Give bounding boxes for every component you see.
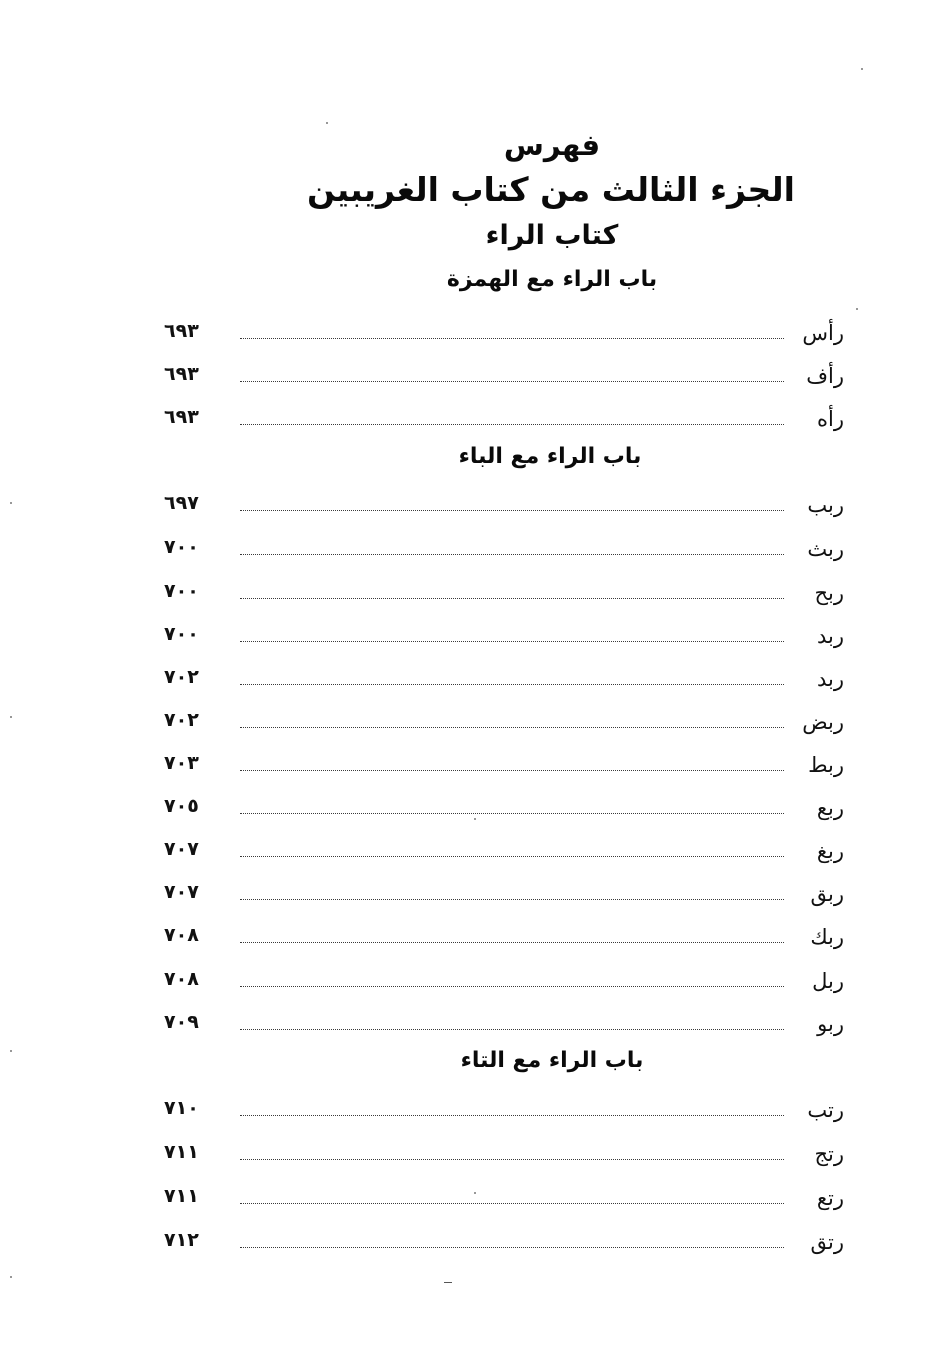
entry-page-number: ٧٠٧ bbox=[164, 881, 199, 903]
index-entry bbox=[160, 578, 844, 608]
dot-leader bbox=[240, 1247, 784, 1248]
index-entry bbox=[160, 1227, 844, 1257]
dot-leader bbox=[240, 381, 784, 382]
entry-page-number: ٧٠٨ bbox=[164, 968, 199, 990]
index-entry bbox=[160, 1095, 844, 1125]
scan-speck bbox=[856, 308, 858, 310]
entry-word: ربع bbox=[816, 796, 844, 820]
entry-word: ربو bbox=[817, 1012, 844, 1036]
entry-word: ربح bbox=[814, 581, 844, 605]
dot-leader bbox=[240, 1203, 784, 1204]
entry-page-number: ٧١٠ bbox=[164, 1097, 199, 1119]
entry-word: ربغ bbox=[816, 839, 844, 863]
dot-leader bbox=[240, 684, 784, 685]
dot-leader bbox=[240, 424, 784, 425]
scan-speck bbox=[474, 1192, 476, 1194]
dot-leader bbox=[240, 598, 784, 599]
entry-page-number: ٦٩٧ bbox=[164, 492, 199, 514]
entry-page-number: ٦٩٣ bbox=[164, 406, 199, 428]
index-entry bbox=[160, 793, 844, 823]
entry-page-number: ٧٠٠ bbox=[164, 580, 199, 602]
index-entry bbox=[160, 836, 844, 866]
dot-leader bbox=[240, 510, 784, 511]
entry-page-number: ٧٠٢ bbox=[164, 666, 199, 688]
entry-word: ربض bbox=[802, 710, 844, 734]
entry-word: ربل bbox=[812, 969, 844, 993]
index-entry bbox=[160, 707, 844, 737]
entry-page-number: ٧٠٨ bbox=[164, 924, 199, 946]
dot-leader bbox=[240, 1029, 784, 1030]
entry-page-number: ٧١٢ bbox=[164, 1229, 199, 1251]
book-title: كتاب الراء bbox=[485, 220, 619, 251]
dot-leader bbox=[240, 641, 784, 642]
dot-leader bbox=[240, 986, 784, 987]
index-entry bbox=[160, 750, 844, 780]
index-entry bbox=[160, 621, 844, 651]
entry-word: ربب bbox=[807, 493, 844, 517]
scan-speck bbox=[861, 68, 863, 70]
scan-speck bbox=[10, 502, 12, 504]
dot-leader bbox=[240, 1115, 784, 1116]
index-entry bbox=[160, 534, 844, 564]
index-title: فهرس bbox=[503, 128, 601, 162]
entry-page-number: ٧٠٣ bbox=[164, 752, 199, 774]
entry-page-number: ٧٠٧ bbox=[164, 838, 199, 860]
scan-speck bbox=[10, 1276, 12, 1278]
scan-speck bbox=[474, 818, 476, 820]
dot-leader bbox=[240, 899, 784, 900]
entry-word: رتب bbox=[807, 1098, 844, 1122]
section-title-hamza: باب الراء مع الهمزة bbox=[446, 267, 658, 292]
part-title: الجزء الثالث من كتاب الغريبين bbox=[307, 170, 795, 209]
entry-word: ربد bbox=[816, 624, 844, 648]
index-entry bbox=[160, 404, 844, 434]
dot-leader bbox=[240, 856, 784, 857]
dot-leader bbox=[240, 338, 784, 339]
entry-word: ربك bbox=[810, 925, 844, 949]
entry-word: رأه bbox=[817, 407, 844, 431]
entry-word: ربط bbox=[808, 753, 844, 777]
entry-page-number: ٦٩٣ bbox=[164, 320, 199, 342]
entry-page-number: ٧٠٥ bbox=[164, 795, 199, 817]
entry-page-number: ٧٠٩ bbox=[164, 1011, 199, 1033]
index-entry bbox=[160, 318, 844, 348]
index-entry bbox=[160, 361, 844, 391]
entry-page-number: ٦٩٣ bbox=[164, 363, 199, 385]
entry-page-number: ٧٠٢ bbox=[164, 709, 199, 731]
index-entry bbox=[160, 879, 844, 909]
entry-page-number: ٧٠٠ bbox=[164, 623, 199, 645]
entry-word: ربق bbox=[810, 882, 844, 906]
entry-word: ربد bbox=[816, 667, 844, 691]
scan-speck bbox=[10, 716, 12, 718]
dot-leader bbox=[240, 1159, 784, 1160]
entry-word: رأف bbox=[806, 364, 844, 388]
dot-leader bbox=[240, 770, 784, 771]
index-entry bbox=[160, 966, 844, 996]
scan-mark bbox=[444, 1282, 452, 1283]
dot-leader bbox=[240, 942, 784, 943]
dot-leader bbox=[240, 554, 784, 555]
entry-word: ربث bbox=[807, 537, 844, 561]
entry-page-number: ٧٠٠ bbox=[164, 536, 199, 558]
index-entry bbox=[160, 664, 844, 694]
index-entry bbox=[160, 1009, 844, 1039]
index-entry bbox=[160, 1183, 844, 1213]
entry-word: رتق bbox=[810, 1230, 844, 1254]
entry-word: رتع bbox=[816, 1186, 844, 1210]
dot-leader bbox=[240, 727, 784, 728]
entry-word: رأس bbox=[802, 321, 844, 345]
index-entry bbox=[160, 490, 844, 520]
entry-word: رتج bbox=[814, 1142, 844, 1166]
section-title-ba: باب الراء مع الباء bbox=[458, 444, 642, 469]
dot-leader bbox=[240, 813, 784, 814]
scan-speck bbox=[326, 122, 328, 124]
scan-speck bbox=[10, 1050, 12, 1052]
index-entry bbox=[160, 922, 844, 952]
section-title-ta: باب الراء مع التاء bbox=[460, 1048, 644, 1073]
entry-page-number: ٧١١ bbox=[164, 1141, 199, 1163]
entry-page-number: ٧١١ bbox=[164, 1185, 199, 1207]
index-entry bbox=[160, 1139, 844, 1169]
